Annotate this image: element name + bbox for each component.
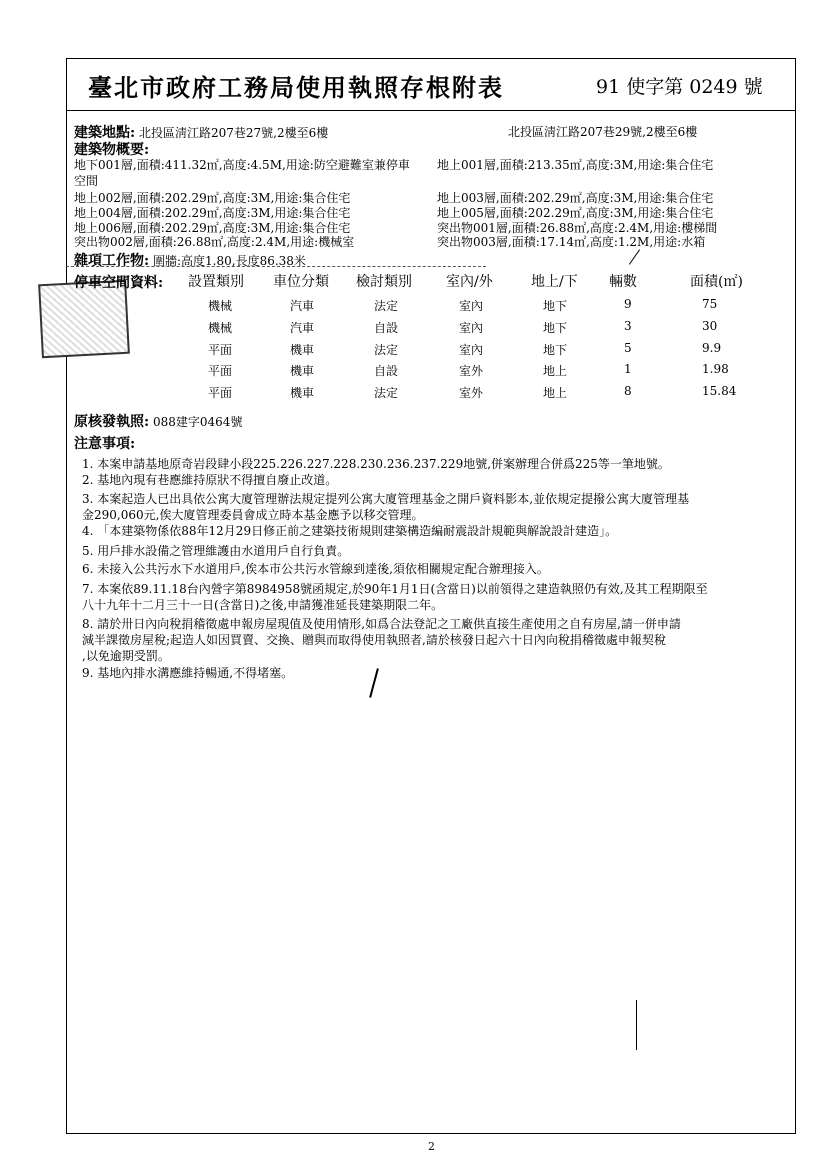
table-cell: 1.98 bbox=[702, 362, 729, 376]
table-cell: 汽車 bbox=[290, 299, 315, 313]
table-cell: 地上 bbox=[543, 386, 568, 400]
table-cell: 9 bbox=[624, 297, 632, 311]
table-cell: 汽車 bbox=[290, 321, 315, 335]
site-address-1: 北投區淸江路207巷27號,2樓至6樓 bbox=[139, 126, 329, 140]
note-line: 4. 「本建築物係依88年12月29日修正前之建築技術規則建築構造編耐震設計規範與解說設計建造」。 bbox=[82, 524, 618, 538]
site-label: 建築地點: bbox=[74, 125, 136, 141]
note-line: 八十九年十二月三十一日(含當日)之後,申請獲准延長建築期限二年。 bbox=[82, 598, 444, 612]
parking-header-count: 輛數 bbox=[609, 274, 637, 290]
note-line: 9. 基地內排水溝應維持暢通,不得堵塞。 bbox=[82, 666, 294, 680]
table-cell: 地上 bbox=[543, 364, 568, 378]
table-cell: 15.84 bbox=[702, 384, 737, 398]
overview-row-5-right: 突出物003層,面積:17.14㎡,高度:1.2M,用途:水箱 bbox=[437, 235, 706, 249]
table-cell: 5 bbox=[624, 341, 632, 355]
table-cell: 法定 bbox=[374, 299, 399, 313]
note-line: 8. 請於卅日內向稅捐稽徵處申報房屋現值及使用情形,如爲合法登記之工廠供直接生產使用之自有房屋,請一併申請 bbox=[82, 617, 681, 631]
parking-header-review: 檢討類別 bbox=[356, 274, 412, 290]
note-line: 6. 未接入公共污水下水道用戶,俟本市公共污水管線到達後,須依相關規定配合辦理接入。 bbox=[82, 562, 549, 576]
table-cell: 室外 bbox=[459, 364, 484, 378]
table-cell: 平面 bbox=[208, 364, 233, 378]
table-cell: 自設 bbox=[374, 364, 399, 378]
page-number: 2 bbox=[428, 1140, 435, 1153]
note-line: 2. 基地內現有巷應維持原狀不得擅自廢止改道。 bbox=[82, 473, 338, 487]
parking-header-inout: 室內/外 bbox=[446, 274, 493, 290]
table-cell: 30 bbox=[702, 319, 718, 333]
table-cell: 機械 bbox=[208, 321, 233, 335]
original-permit-value: 088建字0464號 bbox=[153, 415, 243, 429]
note-line: 5. 用戶排水設備之管理維護由水道用戶自行負責。 bbox=[82, 544, 350, 558]
misc-divider bbox=[66, 266, 486, 267]
overview-row-4-left: 地上006層,面積:202.29㎡,高度:3M,用途:集合住宅 bbox=[74, 221, 351, 235]
table-cell: 室外 bbox=[459, 386, 484, 400]
misc-value: 圍牆:高度1.80,長度86.38米 bbox=[153, 254, 306, 268]
table-cell: 75 bbox=[702, 297, 718, 311]
original-permit-label: 原核發執照: bbox=[74, 414, 150, 430]
site-address-2: 北投區淸江路207巷29號,2樓至6樓 bbox=[508, 125, 698, 139]
overview-label: 建築物概要: bbox=[74, 142, 150, 158]
original-permit bbox=[74, 411, 242, 431]
table-cell: 地下 bbox=[543, 343, 568, 357]
table-cell: 機車 bbox=[290, 343, 315, 357]
table-cell: 自設 bbox=[374, 321, 399, 335]
permit-number: 91 使字第 0249 號 bbox=[596, 76, 763, 98]
notes-label: 注意事項: bbox=[74, 436, 136, 452]
overview-row-3-left: 地上004層,面積:202.29㎡,高度:3M,用途:集合住宅 bbox=[74, 206, 351, 220]
overview-row-0-left: 地下001層,面積:411.32㎡,高度:4.5M,用途:防空避難室兼停車 bbox=[74, 158, 410, 172]
overview-row-3-right: 地上005層,面積:202.29㎡,高度:3M,用途:集合住宅 bbox=[437, 206, 714, 220]
table-cell: 地下 bbox=[543, 321, 568, 335]
table-cell: 室內 bbox=[459, 299, 484, 313]
overview-row-2-left: 地上002層,面積:202.29㎡,高度:3M,用途:集合住宅 bbox=[74, 191, 351, 205]
parking-header-type: 設置類別 bbox=[188, 274, 244, 290]
parking-label: 停車空間資料: bbox=[74, 275, 164, 291]
table-cell: 法定 bbox=[374, 343, 399, 357]
note-line: 1. 本案申請基地原奇岩段肆小段225.226.227.228.230.236.237.229地號,併案辦理合併爲225等一筆地號。 bbox=[82, 457, 670, 471]
table-cell: 機車 bbox=[290, 386, 315, 400]
table-cell: 機車 bbox=[290, 364, 315, 378]
overview-row-4-right: 突出物001層,面積:26.88㎡,高度:2.4M,用途:樓梯間 bbox=[437, 221, 718, 235]
parking-header-class: 車位分類 bbox=[273, 274, 329, 290]
overview-row-1-left: 空間 bbox=[74, 174, 99, 188]
note-line: ,以免逾期受罰。 bbox=[82, 649, 170, 663]
note-line: 3. 本案起造人已出具依公寓大廈管理辦法規定提列公寓大廈管理基金之開戶資料影本,並依規定提撥公寓大廈管理基 bbox=[82, 492, 690, 506]
note-line: 減半課徵房屋稅;起造人如因買賣、交換、贈與而取得使用執照者,請於核發日起六十日內向稅捐稽徵處申報契稅 bbox=[82, 633, 666, 647]
overview-row-2-right: 地上003層,面積:202.29㎡,高度:3M,用途:集合住宅 bbox=[437, 191, 714, 205]
table-cell: 8 bbox=[624, 384, 632, 398]
page-title: 臺北市政府工務局使用執照存根附表 bbox=[88, 73, 504, 102]
note-line: 7. 本案依89.11.18台內營字第8984958號函規定,於90年1月1日(含當日)以前領得之建造執照仍有效,及其工程期限至 bbox=[82, 582, 708, 596]
title-divider bbox=[66, 110, 796, 111]
parking-header-area: 面積(㎡) bbox=[690, 274, 743, 290]
overview-row-5-left: 突出物002層,面積:26.88㎡,高度:2.4M,用途:機械室 bbox=[74, 235, 355, 249]
table-cell: 3 bbox=[624, 319, 632, 333]
table-cell: 室內 bbox=[459, 321, 484, 335]
table-cell: 平面 bbox=[208, 386, 233, 400]
parking-header-updown: 地上/下 bbox=[531, 274, 578, 290]
overview-row-0-right: 地上001層,面積:213.35㎡,高度:3M,用途:集合住宅 bbox=[437, 158, 714, 172]
table-cell: 機械 bbox=[208, 299, 233, 313]
table-cell: 9.9 bbox=[702, 341, 722, 355]
table-cell: 室內 bbox=[459, 343, 484, 357]
misc-section bbox=[74, 250, 306, 270]
scan-mark bbox=[636, 1000, 637, 1050]
table-cell: 1 bbox=[624, 362, 632, 376]
table-cell: 平面 bbox=[208, 343, 233, 357]
table-cell: 地下 bbox=[543, 299, 568, 313]
note-line: 金290,060元,俟大廈管理委員會成立時本基金應予以移交管理。 bbox=[82, 508, 424, 522]
table-cell: 法定 bbox=[374, 386, 399, 400]
misc-label: 雜項工作物: bbox=[74, 253, 150, 269]
